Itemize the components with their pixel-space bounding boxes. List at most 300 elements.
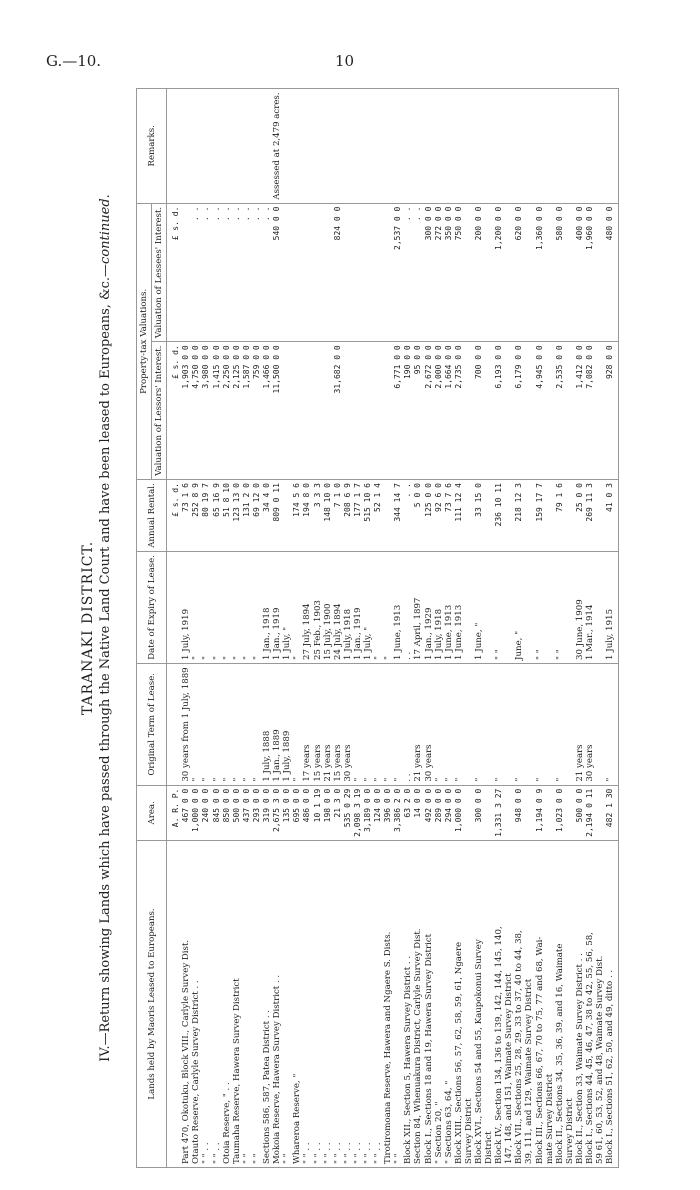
cell-lessors: 190 0 0	[403, 342, 413, 480]
cell-area	[524, 785, 534, 840]
table-row	[242, 89, 252, 1168]
cell-remarks	[333, 89, 343, 204]
cell-lessors: 6,193 0 0	[494, 342, 504, 480]
cell-area: 124 0 0	[373, 785, 383, 840]
cell-lessors	[373, 342, 383, 480]
cell-land: " " . .	[313, 841, 323, 1168]
cell-area	[565, 785, 575, 840]
cell-rental: 177 1 7	[353, 480, 363, 552]
cell-lessees	[313, 203, 323, 342]
cell-rental: 33 15 0	[474, 480, 484, 552]
cell-land: Block XIII., Sections 56, 57, 62, 58, 59, 61, Ngaere	[454, 841, 464, 1168]
cell-term: 1 July, 1889	[282, 663, 292, 785]
cell-lessees: 750 0 0	[454, 203, 464, 342]
cell-area: 845 0 0	[212, 785, 222, 840]
cell-lessees	[343, 203, 353, 342]
cell-land: Block II., Section 33, Waimate Survey District . .	[575, 841, 585, 1168]
cell-land: " " . .	[353, 841, 363, 1168]
table-row	[524, 89, 534, 1168]
cell-term: 15 years	[313, 663, 323, 785]
cell-lessees	[373, 203, 383, 342]
cell-land: Block III., Sections 66, 67, 70 to 75, 77 and 68, Wai-	[535, 841, 545, 1168]
cell-term: 15 years	[333, 663, 343, 785]
cell-area: 500 0 0	[232, 785, 242, 840]
cell-lessees	[565, 203, 575, 342]
cell-lessors	[595, 342, 605, 480]
cell-rental: . .	[403, 480, 413, 552]
cell-remarks	[524, 89, 534, 204]
cell-area: 319 0 0	[262, 785, 272, 840]
cell-rental	[484, 480, 494, 552]
table-row	[383, 89, 393, 1168]
cell-term: "	[201, 663, 211, 785]
cell-land: " "	[252, 841, 262, 1168]
cell-lessors: 6,771 0 0	[393, 342, 403, 480]
cell-land: " " . .	[373, 841, 383, 1168]
units-lessors: £ s. d.	[167, 342, 182, 480]
cell-area: 492 0 0	[424, 785, 434, 840]
cell-lessees: 400 0 0	[575, 203, 585, 342]
cell-lessors	[363, 342, 373, 480]
col-header-remarks: Remarks.	[137, 89, 167, 204]
table-row	[585, 89, 595, 1168]
table-row	[484, 89, 494, 1168]
cell-lessors: 11,500 0 0	[272, 342, 282, 480]
cell-lessees: 1,200 0 0	[494, 203, 504, 342]
cell-rental: 41 0 3	[605, 480, 619, 552]
cell-rental: 218 12 3	[514, 480, 524, 552]
cell-lessors: 95 0 0	[413, 342, 423, 480]
cell-remarks	[393, 89, 403, 204]
cell-land: " Section 20, "	[434, 841, 444, 1168]
cell-area: 535 0 29	[343, 785, 353, 840]
cell-land: Block I., Sections 18 and 19, Hawera Survey District	[424, 841, 434, 1168]
table-row	[252, 89, 262, 1168]
cell-rental: 69 12 0	[252, 480, 262, 552]
table-row	[535, 89, 545, 1168]
cell-lessors: 3,980 0 0	[201, 342, 211, 480]
cell-remarks	[212, 89, 222, 204]
cell-lessees	[595, 203, 605, 342]
cell-lessees	[353, 203, 363, 342]
cell-expiry: 17 April, 1897	[413, 551, 423, 663]
cell-expiry: " "	[555, 551, 565, 663]
col-header-rental: Annual Rental.	[137, 480, 167, 552]
cell-expiry: 1 Jan., 1929	[424, 551, 434, 663]
cell-lessees	[292, 203, 302, 342]
cell-rental: 252 8 9	[191, 480, 201, 552]
cell-area: 240 0 0	[201, 785, 211, 840]
cell-expiry: 1 June, "	[474, 551, 484, 663]
cell-lessors	[353, 342, 363, 480]
cell-remarks	[282, 89, 292, 204]
cell-remarks	[484, 89, 494, 204]
cell-area: 482 1 30	[605, 785, 619, 840]
cell-land: District	[484, 841, 494, 1168]
cell-lessees: 272 0 0	[434, 203, 444, 342]
cell-term: "	[514, 663, 524, 785]
cell-remarks	[201, 89, 211, 204]
cell-rental: 73 1 6	[181, 480, 191, 552]
cell-lessees	[181, 203, 191, 342]
cell-term: 30 years	[585, 663, 595, 785]
table-row	[424, 89, 434, 1168]
cell-land: mate Survey District	[545, 841, 555, 1168]
cell-expiry	[545, 551, 555, 663]
cell-remarks	[262, 89, 272, 204]
cell-area: 300 0 0	[474, 785, 484, 840]
cell-expiry: 1 Jan., 1919	[353, 551, 363, 663]
cell-remarks	[181, 89, 191, 204]
cell-remarks	[424, 89, 434, 204]
cell-rental	[595, 480, 605, 552]
cell-term: 30 years	[343, 663, 353, 785]
cell-land: " " . .	[323, 841, 333, 1168]
cell-land: Survey District	[565, 841, 575, 1168]
cell-lessees	[323, 203, 333, 342]
table-row	[504, 89, 514, 1168]
cell-expiry	[464, 551, 474, 663]
cell-expiry: "	[383, 551, 393, 663]
cell-lessors	[545, 342, 555, 480]
cell-lessees: 480 0 0	[605, 203, 619, 342]
col-header-area	[137, 785, 167, 840]
cell-land: Block I., Sections 44, 45, 46, 47, 38 to 42, 55, 56, 58,	[585, 841, 595, 1168]
cell-lessees	[504, 203, 514, 342]
cell-term: "	[242, 663, 252, 785]
cell-term: "	[222, 663, 232, 785]
cell-land: " " . .	[363, 841, 373, 1168]
subtitle-continued: continued.	[98, 194, 113, 264]
cell-remarks	[232, 89, 242, 204]
table-row	[403, 89, 413, 1168]
cell-term: 17 years	[302, 663, 312, 785]
cell-remarks	[585, 89, 595, 204]
cell-area: 1,331 3 27	[494, 785, 504, 840]
table-row	[494, 89, 504, 1168]
cell-land: " "	[393, 841, 403, 1168]
cell-land: " " . .	[333, 841, 343, 1168]
cell-area: 289 0 0	[434, 785, 444, 840]
cell-area: 63 2 0	[403, 785, 413, 840]
cell-lessors: 2,672 0 0	[424, 342, 434, 480]
cell-lessees: . .	[403, 203, 413, 342]
cell-land: " " . .	[343, 841, 353, 1168]
cell-term: 21 years	[413, 663, 423, 785]
cell-term: "	[232, 663, 242, 785]
cell-land: Whareroa Reserve, "	[292, 841, 302, 1168]
cell-lessees: . .	[232, 203, 242, 342]
cell-lessees: . .	[262, 203, 272, 342]
cell-expiry: 1 July, 1915	[605, 551, 619, 663]
cell-term: 21 years	[323, 663, 333, 785]
cell-lessors	[313, 342, 323, 480]
cell-term: "	[494, 663, 504, 785]
cell-rental: 111 12 4	[454, 480, 464, 552]
cell-rental: 65 16 9	[212, 480, 222, 552]
cell-expiry: "	[242, 551, 252, 663]
cell-term: "	[555, 663, 565, 785]
cell-rental: 123 13 0	[232, 480, 242, 552]
cell-area: 294 0 0	[444, 785, 454, 840]
table-row	[282, 89, 292, 1168]
cell-remarks	[413, 89, 423, 204]
cell-expiry: 24 July, 1894	[333, 551, 343, 663]
units-rental: £ s. d.	[167, 480, 182, 552]
cell-lessors: 1,412 0 0	[575, 342, 585, 480]
cell-area: 948 0 0	[514, 785, 524, 840]
cell-remarks	[313, 89, 323, 204]
cell-term: "	[292, 663, 302, 785]
cell-remarks	[363, 89, 373, 204]
table-row	[565, 89, 575, 1168]
cell-land: Sections 586, 587, Patea District . .	[262, 841, 272, 1168]
cell-remarks	[535, 89, 545, 204]
cell-remarks	[302, 89, 312, 204]
cell-lessors	[504, 342, 514, 480]
cell-term: "	[535, 663, 545, 785]
cell-remarks: Assessed at 2,479 acres.	[272, 89, 282, 204]
cell-remarks	[545, 89, 555, 204]
units-lessees: £ s. d.	[167, 203, 182, 342]
table-row	[292, 89, 302, 1168]
cell-remarks	[191, 89, 201, 204]
cell-remarks	[464, 89, 474, 204]
cell-area: 437 0 0	[242, 785, 252, 840]
cell-rental: 208 6 9	[343, 480, 353, 552]
cell-area: 396 0 0	[383, 785, 393, 840]
cell-lessors: 928 0 0	[605, 342, 619, 480]
cell-area: 1,194 0 9	[535, 785, 545, 840]
cell-expiry: 1 Jan., 1918	[262, 551, 272, 663]
table-row	[363, 89, 373, 1168]
cell-expiry: 1 Jan., 1919	[272, 551, 282, 663]
cell-lessors	[383, 342, 393, 480]
table-row	[333, 89, 343, 1168]
cell-remarks	[444, 89, 454, 204]
cell-area: 1,023 0 0	[555, 785, 565, 840]
cell-lessors: 700 0 0	[474, 342, 484, 480]
cell-term: "	[363, 663, 373, 785]
cell-land: 147, 148, and 151, Waimate Survey District	[504, 841, 514, 1168]
cell-rental: 52 1 4	[373, 480, 383, 552]
cell-rental	[524, 480, 534, 552]
cell-land: 59 61, 60, 53, 52, and 48, Waimate Survey Dist.	[595, 841, 605, 1168]
cell-remarks	[434, 89, 444, 204]
cell-lessors: 4,750 0 0	[191, 342, 201, 480]
cell-lessees: 1,960 0 0	[585, 203, 595, 342]
cell-term: 30 years	[424, 663, 434, 785]
cell-expiry: "	[292, 551, 302, 663]
cell-term	[464, 663, 474, 785]
cell-lessees: . .	[413, 203, 423, 342]
cell-remarks	[454, 89, 464, 204]
cell-term: "	[383, 663, 393, 785]
cell-rental: 236 10 11	[494, 480, 504, 552]
cell-rental: 148 10 0	[323, 480, 333, 552]
cell-expiry	[565, 551, 575, 663]
cell-term: 1 Jan., 1889	[272, 663, 282, 785]
table-row	[191, 89, 201, 1168]
cell-lessors	[484, 342, 494, 480]
cell-land: Block XVI., Sections 54 and 55, Kaupokonui Survey	[474, 841, 484, 1168]
cell-expiry: 1 June, 1913	[393, 551, 403, 663]
cell-remarks	[323, 89, 333, 204]
cell-land: Tirotiromoana Reserve, Hawera and Ngaere S. Dists.	[383, 841, 393, 1168]
cell-rental: 159 17 7	[535, 480, 545, 552]
table-row	[302, 89, 312, 1168]
cell-expiry: 15 July, 1900	[323, 551, 333, 663]
cell-land: Block VII., Sections 25, 28, 29, 33 to 37, 40 to 44, 38,	[514, 841, 524, 1168]
cell-lessees: 1,360 0 0	[535, 203, 545, 342]
cell-expiry: 25 Feb., 1903	[313, 551, 323, 663]
cell-area: 2,098 3 19	[353, 785, 363, 840]
col-header-valuations: Property-tax Valuations.	[137, 203, 152, 479]
cell-lessees: 350 0 0	[444, 203, 454, 342]
cell-area: 467 0 0	[181, 785, 191, 840]
table-row	[262, 89, 272, 1168]
cell-rental: 7 1 0	[333, 480, 343, 552]
cell-expiry: "	[373, 551, 383, 663]
table-row	[575, 89, 585, 1168]
cell-land: " " . .	[212, 841, 222, 1168]
cell-term	[565, 663, 575, 785]
table-row	[272, 89, 282, 1168]
cell-lessors: 2,000 0 0	[434, 342, 444, 480]
table-row	[595, 89, 605, 1168]
cell-area: 1,000 0 0	[454, 785, 464, 840]
cell-land: Mokoia Reserve, Hawera Survey District . .	[272, 841, 282, 1168]
cell-rental	[464, 480, 474, 552]
cell-rental: 34 4 0	[262, 480, 272, 552]
units-blank	[167, 663, 182, 785]
cell-rental: 79 1 6	[555, 480, 565, 552]
cell-rental: 809 0 11	[272, 480, 282, 552]
cell-remarks	[222, 89, 232, 204]
cell-lessors	[292, 342, 302, 480]
cell-expiry: " "	[494, 551, 504, 663]
cell-expiry: 1 Mar., 1914	[585, 551, 595, 663]
cell-expiry: 1 July, 1919	[181, 551, 191, 663]
table-row	[343, 89, 353, 1168]
cell-remarks	[494, 89, 504, 204]
cell-remarks	[605, 89, 619, 204]
cell-lessors	[565, 342, 575, 480]
cell-lessees	[282, 203, 292, 342]
cell-lessors	[323, 342, 333, 480]
cell-expiry: "	[232, 551, 242, 663]
cell-rental: 125 0 0	[424, 480, 434, 552]
cell-lessees: 200 0 0	[474, 203, 484, 342]
page-number: 10	[335, 52, 355, 70]
cell-lessees: . .	[242, 203, 252, 342]
cell-term: 21 years	[575, 663, 585, 785]
col-header-lessors: Valuation of Lessors' Interest.	[152, 342, 167, 480]
cell-lessees	[524, 203, 534, 342]
cell-lessors: 1,664 0 0	[444, 342, 454, 480]
cell-area: 10 1 19	[313, 785, 323, 840]
cell-expiry	[484, 551, 494, 663]
cell-lessees	[383, 203, 393, 342]
table-row	[232, 89, 242, 1168]
cell-rental	[545, 480, 555, 552]
cell-expiry: "	[212, 551, 222, 663]
cell-term: "	[373, 663, 383, 785]
cell-land: Block II., Sections 34, 35, 36, 39, and 16, Waimate	[555, 841, 565, 1168]
cell-area: 2,194 0 11	[585, 785, 595, 840]
cell-term: "	[444, 663, 454, 785]
cell-land: " Sections 63, 64, "	[444, 841, 454, 1168]
cell-lessors: 2,535 0 0	[555, 342, 565, 480]
col-header-expiry: Date of Expiry of Lease.	[137, 551, 167, 663]
cell-term	[545, 663, 555, 785]
cell-rental: 515 10 6	[363, 480, 373, 552]
cell-lessors	[282, 342, 292, 480]
table-row	[605, 89, 619, 1168]
cell-term: "	[434, 663, 444, 785]
cell-area	[595, 785, 605, 840]
cell-term: "	[212, 663, 222, 785]
cell-lessees: 300 0 0	[424, 203, 434, 342]
cell-lessors: 31,682 0 0	[333, 342, 343, 480]
cell-expiry: "	[252, 551, 262, 663]
cell-land: Otauto Reserve, Carlyle Survey District . .	[191, 841, 201, 1168]
table-row	[313, 89, 323, 1168]
cell-remarks	[474, 89, 484, 204]
cell-lessors: 2,250 0 0	[222, 342, 232, 480]
table-row	[413, 89, 423, 1168]
cell-remarks	[343, 89, 353, 204]
cell-rental: 269 11 3	[585, 480, 595, 552]
cell-area: 695 0 0	[292, 785, 302, 840]
cell-land: " "	[282, 841, 292, 1168]
cell-lessees: . .	[201, 203, 211, 342]
table-row	[454, 89, 464, 1168]
table-row	[373, 89, 383, 1168]
cell-area: 2,675 3 0	[272, 785, 282, 840]
cell-lessees: 2,537 0 0	[393, 203, 403, 342]
cell-area: 21 3 0	[333, 785, 343, 840]
table-row	[545, 89, 555, 1168]
cell-lessors: 2,125 0 0	[232, 342, 242, 480]
cell-lessees: . .	[212, 203, 222, 342]
table-row	[464, 89, 474, 1168]
cell-area	[545, 785, 555, 840]
cell-area: 1,000 0 0	[191, 785, 201, 840]
units-blank	[167, 841, 182, 1168]
cell-area: 3,189 0 0	[363, 785, 373, 840]
cell-land: Block IV., Section 134, 136 to 139, 142, 144, 145, 140,	[494, 841, 504, 1168]
district-title: TARANAKI DISTRICT.	[80, 540, 96, 716]
cell-lessors	[302, 342, 312, 480]
units-blank	[167, 89, 182, 204]
cell-remarks	[514, 89, 524, 204]
cell-rental: 131 2 0	[242, 480, 252, 552]
cell-remarks	[595, 89, 605, 204]
cell-lessees: 580 0 0	[555, 203, 565, 342]
col-header-term: Original Term of Lease.	[137, 663, 167, 785]
cell-lessees: 824 0 0	[333, 203, 343, 342]
table-row	[181, 89, 191, 1168]
cell-term	[595, 663, 605, 785]
cell-lessors: 1,415 0 0	[212, 342, 222, 480]
cell-lessees: 620 0 0	[514, 203, 524, 342]
cell-area: 486 0 0	[302, 785, 312, 840]
table-row	[474, 89, 484, 1168]
cell-lessees: 540 0 0	[272, 203, 282, 342]
cell-lessors: 1,903 0 0	[181, 342, 191, 480]
cell-land: " " . .	[201, 841, 211, 1168]
